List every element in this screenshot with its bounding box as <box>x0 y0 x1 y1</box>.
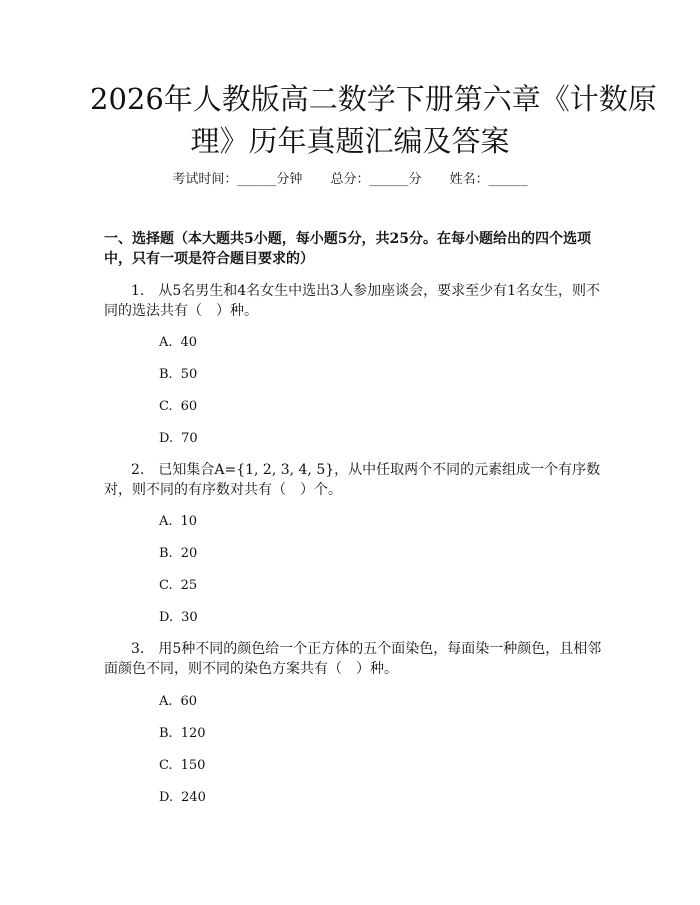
option-letter: D. <box>159 431 174 446</box>
option-letter: C. <box>159 578 173 593</box>
q1-option-c[interactable] <box>159 398 197 416</box>
question-stem: 1. 从5名男生和4名女生中选出3人参加座谈会，要求至少有1名女生，则不同的选法共有（ ）种。 <box>104 283 600 319</box>
student-name-field: 姓名：______ <box>449 172 528 187</box>
question-3 <box>104 639 604 679</box>
exam-meta <box>0 168 700 187</box>
page-title <box>90 78 657 162</box>
q3-option-a[interactable] <box>159 693 197 711</box>
q3-option-b[interactable] <box>159 725 206 743</box>
q3-option-d[interactable] <box>159 789 206 807</box>
option-letter: A. <box>159 335 173 350</box>
question-2 <box>104 460 604 500</box>
option-letter: C. <box>159 399 173 414</box>
option-letter: B. <box>159 726 173 741</box>
question-1 <box>104 281 604 321</box>
option-text: 10 <box>180 514 198 529</box>
option-text: 240 <box>181 790 206 805</box>
option-text: 25 <box>180 578 198 593</box>
question-stem: 3. 用5种不同的颜色给一个正方体的五个面染色，每面染一种颜色，且相邻面颜色不同，则不同的染色方案共有（ ）种。 <box>104 641 602 677</box>
title-line-1: 2026年人教版高二数学下册第六章《计数原 <box>90 82 657 116</box>
option-letter: D. <box>159 790 174 805</box>
option-text: 60 <box>180 694 198 709</box>
option-text: 120 <box>180 726 206 741</box>
q1-option-b[interactable] <box>159 366 197 384</box>
option-text: 30 <box>181 610 198 625</box>
option-text: 150 <box>180 758 206 773</box>
option-text: 50 <box>180 367 198 382</box>
option-text: 40 <box>180 335 198 350</box>
q3-option-c[interactable] <box>159 757 205 775</box>
section-heading: 一、选择题（本大题共5小题，每小题5分，共25分。在每小题给出的四个选项中，只有一项是符合题目要求的） <box>104 231 591 267</box>
option-text: 60 <box>180 399 198 414</box>
title-line-2: 理》历年真题汇编及答案 <box>190 124 510 158</box>
option-letter: D. <box>159 610 174 625</box>
question-stem: 2. 已知集合A={1, 2, 3, 4, 5}，从中任取两个不同的元素组成一个有序数对，则不同的有序数对共有（ ）个。 <box>104 462 601 498</box>
option-letter: C. <box>159 758 173 773</box>
q2-option-b[interactable] <box>159 545 197 563</box>
q2-option-c[interactable] <box>159 577 197 595</box>
option-letter: B. <box>159 546 173 561</box>
option-text: 20 <box>180 546 198 561</box>
q1-option-d[interactable] <box>159 430 198 448</box>
option-letter: A. <box>159 514 173 529</box>
q1-option-a[interactable] <box>159 334 197 352</box>
option-letter: A. <box>159 694 173 709</box>
exam-time-field: 考试时间：______分钟 <box>172 172 303 187</box>
option-text: 70 <box>181 431 198 446</box>
option-letter: B. <box>159 367 173 382</box>
q2-option-d[interactable] <box>159 609 198 627</box>
q2-option-a[interactable] <box>159 513 197 531</box>
total-score-field: 总分：______分 <box>330 172 422 187</box>
